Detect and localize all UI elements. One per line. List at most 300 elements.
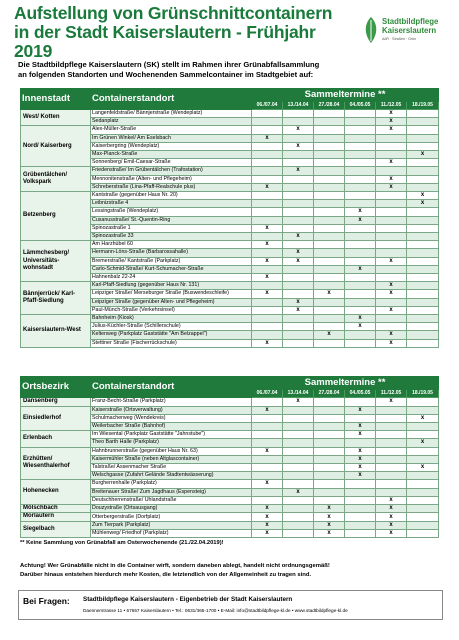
empty-cell — [314, 431, 345, 439]
empty-cell — [345, 496, 376, 504]
collection-mark: x — [283, 249, 314, 257]
empty-cell — [252, 422, 283, 430]
collection-mark: x — [376, 331, 407, 339]
empty-cell — [314, 175, 345, 183]
table-row — [21, 192, 439, 200]
location-name: Cusanusstraße/ St.-Quentin-Ring — [91, 216, 252, 224]
empty-cell — [407, 142, 439, 150]
empty-cell — [252, 472, 283, 480]
empty-cell — [345, 504, 376, 513]
empty-cell — [376, 406, 407, 414]
empty-cell — [314, 151, 345, 159]
district-name: Siegelbach — [21, 521, 91, 537]
empty-cell — [407, 167, 439, 175]
location-name: Talstraße/ Assenmacher Straße — [91, 463, 252, 471]
empty-cell — [407, 282, 439, 290]
table-row — [21, 282, 439, 290]
table-row — [21, 431, 439, 439]
empty-cell — [407, 530, 439, 538]
district-header: Ortsbezirk — [21, 377, 91, 398]
collection-mark: x — [345, 265, 376, 273]
table-row — [21, 167, 439, 175]
empty-cell — [314, 200, 345, 208]
empty-cell — [314, 159, 345, 167]
location-name: Paul-Münch-Straße (Verkehrsinsel) — [91, 306, 252, 314]
collection-mark: x — [376, 306, 407, 314]
collection-mark: x — [252, 480, 283, 488]
collection-mark: x — [252, 504, 283, 513]
empty-cell — [376, 192, 407, 200]
location-name: Lessingstraße (Wendeplatz) — [91, 208, 252, 216]
logo-line-2: Kaiserslautern — [382, 25, 437, 35]
collection-mark: x — [376, 118, 407, 126]
district-name: Grübentälchen/ Volkspark — [21, 167, 91, 192]
empty-cell — [376, 480, 407, 488]
empty-cell — [252, 216, 283, 224]
collection-mark: x — [345, 463, 376, 471]
empty-cell — [407, 183, 439, 191]
empty-cell — [407, 331, 439, 339]
empty-cell — [283, 414, 314, 422]
location-header: Containerstandort — [91, 377, 252, 398]
district-name: Mölschbach — [21, 504, 91, 513]
date-header: 04./05.05 — [345, 390, 376, 398]
collection-mark: x — [376, 282, 407, 290]
empty-cell — [376, 315, 407, 323]
empty-cell — [283, 455, 314, 463]
table-row — [21, 513, 439, 522]
empty-cell — [314, 306, 345, 314]
empty-cell — [345, 298, 376, 306]
location-name: Kantstraße (gegenüber Haus Nr. 20) — [91, 192, 252, 200]
location-name: Hahnenbalz 22-24 — [91, 274, 252, 282]
location-name: Douzystraße (Ortsausgang) — [91, 504, 252, 513]
empty-cell — [283, 208, 314, 216]
empty-cell — [314, 496, 345, 504]
empty-cell — [376, 233, 407, 241]
empty-cell — [252, 200, 283, 208]
empty-cell — [407, 504, 439, 513]
empty-cell — [345, 439, 376, 447]
intro-text — [18, 60, 448, 80]
collection-mark: x — [376, 504, 407, 513]
empty-cell — [407, 249, 439, 257]
empty-cell — [407, 110, 439, 118]
collection-mark: x — [345, 447, 376, 455]
table-row — [21, 241, 439, 249]
empty-cell — [283, 339, 314, 347]
location-name: Langenfeldstraße/ Bännjerstraße (Wendeplatz) — [91, 110, 252, 118]
empty-cell — [376, 323, 407, 331]
empty-cell — [376, 241, 407, 249]
collection-mark: x — [314, 331, 345, 339]
empty-cell — [345, 521, 376, 529]
collection-mark: x — [407, 200, 439, 208]
location-name: Spinozastraße 33 — [91, 233, 252, 241]
title-line-1: Aufstellung von Grünschnittcontainern — [14, 3, 333, 23]
empty-cell — [252, 414, 283, 422]
location-name: Leipziger Straße/ Merseburger Straße (Buswendeschleife) — [91, 290, 252, 298]
empty-cell — [376, 134, 407, 142]
empty-cell — [376, 488, 407, 496]
collection-mark: x — [407, 439, 439, 447]
empty-cell — [407, 422, 439, 430]
collection-mark: x — [283, 398, 314, 407]
title-line-2: in der Stadt Kaiserslautern - Frühjahr 2019 — [14, 22, 316, 61]
empty-cell — [376, 414, 407, 422]
empty-cell — [407, 208, 439, 216]
empty-cell — [252, 110, 283, 118]
collection-mark: x — [283, 306, 314, 314]
empty-cell — [252, 265, 283, 273]
collection-mark: x — [314, 521, 345, 529]
empty-cell — [252, 488, 283, 496]
empty-cell — [407, 406, 439, 414]
district-name: Dansenberg — [21, 398, 91, 407]
empty-cell — [345, 339, 376, 347]
empty-cell — [252, 151, 283, 159]
collection-mark: x — [376, 530, 407, 538]
empty-cell — [314, 249, 345, 257]
intro-line-2: an folgenden Standorten und Wochenenden Sammelcontainer im Stadtgebiet auf: — [18, 70, 314, 79]
empty-cell — [314, 447, 345, 455]
collection-mark: x — [252, 406, 283, 414]
empty-cell — [407, 521, 439, 529]
collection-mark: x — [407, 192, 439, 200]
empty-cell — [252, 463, 283, 471]
empty-cell — [407, 265, 439, 273]
empty-cell — [252, 159, 283, 167]
empty-cell — [407, 233, 439, 241]
empty-cell — [314, 422, 345, 430]
empty-cell — [252, 175, 283, 183]
empty-cell — [345, 241, 376, 249]
empty-cell — [407, 398, 439, 407]
empty-cell — [252, 233, 283, 241]
warning-text — [20, 562, 440, 579]
empty-cell — [283, 282, 314, 290]
logo-subline: AöR · Straßen · Grün — [382, 37, 417, 41]
innenstadt-table — [20, 88, 439, 348]
table-row — [21, 126, 439, 134]
collection-mark: x — [345, 472, 376, 480]
date-header: 27./28.04 — [314, 102, 345, 110]
district-name: Einsiedlerhof — [21, 406, 91, 431]
empty-cell — [252, 306, 283, 314]
empty-cell — [283, 134, 314, 142]
empty-cell — [314, 480, 345, 488]
footer-label: Bei Fragen: — [23, 596, 70, 606]
footer-org: Stadtbildpflege Kaiserslautern - Eigenbetrieb der Stadt Kaiserslautern — [83, 596, 293, 603]
collection-mark: x — [376, 257, 407, 265]
collection-mark: x — [376, 110, 407, 118]
empty-cell — [314, 282, 345, 290]
empty-cell — [283, 183, 314, 191]
empty-cell — [345, 249, 376, 257]
collection-dates-header: Sammeltermine ** — [252, 89, 439, 102]
table-row — [21, 406, 439, 414]
empty-cell — [407, 224, 439, 232]
collection-mark: x — [345, 216, 376, 224]
empty-cell — [407, 323, 439, 331]
empty-cell — [376, 224, 407, 232]
empty-cell — [252, 315, 283, 323]
empty-cell — [376, 431, 407, 439]
location-name: Breitenauer Straße/ Zum Jagdhaus (Espensteig) — [91, 488, 252, 496]
empty-cell — [283, 472, 314, 480]
collection-mark: x — [252, 134, 283, 142]
empty-cell — [345, 480, 376, 488]
empty-cell — [283, 159, 314, 167]
intro-line-1: Die Stadtbildpflege Kaiserslautern (SK) stellt im Rahmen ihrer Grünabfallsammlung — [18, 60, 320, 69]
district-header: Innenstadt — [21, 89, 91, 110]
collection-mark: x — [345, 323, 376, 331]
empty-cell — [407, 274, 439, 282]
footer-address: Daennerstrasse 11 • 67657 Kaiserslautern • Tel.: 0631/365-1700 • E-Mail: info@stadtbildpflege-kl.de • www.stadtbildpflege-kl.de — [83, 608, 348, 613]
empty-cell — [345, 183, 376, 191]
district-name: Kaiserslautern-West — [21, 315, 91, 348]
collection-mark: x — [376, 521, 407, 529]
empty-cell — [314, 298, 345, 306]
collection-mark: x — [345, 208, 376, 216]
date-header: 04./05.05 — [345, 102, 376, 110]
empty-cell — [252, 439, 283, 447]
easter-note: ** Keine Sammlung von Grünabfall am Osterwochenende (21./22.04.2019)! — [20, 540, 224, 546]
empty-cell — [345, 530, 376, 538]
empty-cell — [283, 224, 314, 232]
empty-cell — [407, 339, 439, 347]
location-name: Franz-Becht-Straße (Parkplatz) — [91, 398, 252, 407]
empty-cell — [283, 422, 314, 430]
empty-cell — [314, 463, 345, 471]
collection-mark: x — [283, 257, 314, 265]
empty-cell — [407, 126, 439, 134]
collection-mark: x — [376, 398, 407, 407]
empty-cell — [314, 398, 345, 407]
ortsbezirk-table — [20, 376, 439, 538]
empty-cell — [283, 216, 314, 224]
empty-cell — [314, 339, 345, 347]
date-header: 11./12.05 — [376, 102, 407, 110]
date-header: 06./07.04 — [252, 390, 283, 398]
location-name: Stettiner Straße (Fischerrückschule) — [91, 339, 252, 347]
empty-cell — [314, 488, 345, 496]
empty-cell — [314, 414, 345, 422]
empty-cell — [376, 298, 407, 306]
empty-cell — [345, 200, 376, 208]
collection-mark: x — [252, 224, 283, 232]
collection-dates-header: Sammeltermine ** — [252, 377, 439, 390]
empty-cell — [345, 290, 376, 298]
collection-mark: x — [283, 298, 314, 306]
empty-cell — [407, 472, 439, 480]
empty-cell — [407, 241, 439, 249]
empty-cell — [283, 504, 314, 513]
empty-cell — [283, 496, 314, 504]
collection-mark: x — [376, 175, 407, 183]
empty-cell — [345, 398, 376, 407]
empty-cell — [252, 282, 283, 290]
location-name: Leipziger Straße (gegenüber Alten- und Pflegeheim) — [91, 298, 252, 306]
location-name: Bremerstraße/ Kantstraße (Parkplatz) — [91, 257, 252, 265]
empty-cell — [283, 431, 314, 439]
empty-cell — [252, 323, 283, 331]
empty-cell — [314, 257, 345, 265]
collection-mark: x — [283, 167, 314, 175]
collection-mark: x — [407, 151, 439, 159]
collection-mark: x — [345, 315, 376, 323]
empty-cell — [283, 241, 314, 249]
collection-mark: x — [283, 488, 314, 496]
collection-mark: x — [252, 530, 283, 538]
location-name: Julius-Küchler-Straße (Schillerschule) — [91, 323, 252, 331]
location-name: Weilerbacher Straße (Bahnhof) — [91, 422, 252, 430]
empty-cell — [345, 134, 376, 142]
empty-cell — [283, 265, 314, 273]
location-name: Mennonitenstraße (Alten- und Pflegeheim) — [91, 175, 252, 183]
collection-mark: x — [376, 290, 407, 298]
empty-cell — [345, 513, 376, 522]
collection-mark: x — [252, 339, 283, 347]
empty-cell — [314, 167, 345, 175]
location-name: Sedanplatz — [91, 118, 252, 126]
empty-cell — [376, 455, 407, 463]
empty-cell — [283, 315, 314, 323]
empty-cell — [283, 447, 314, 455]
empty-cell — [407, 134, 439, 142]
table-row — [21, 110, 439, 118]
empty-cell — [314, 142, 345, 150]
empty-cell — [345, 192, 376, 200]
empty-cell — [314, 323, 345, 331]
empty-cell — [345, 142, 376, 150]
empty-cell — [283, 200, 314, 208]
empty-cell — [314, 192, 345, 200]
empty-cell — [314, 183, 345, 191]
collection-mark: x — [407, 414, 439, 422]
empty-cell — [283, 274, 314, 282]
location-header: Containerstandort — [91, 89, 252, 110]
empty-cell — [252, 192, 283, 200]
district-name: Bännjerrück/ Karl-Pfaff-Siedlung — [21, 282, 91, 315]
header — [14, 4, 354, 61]
empty-cell — [283, 192, 314, 200]
empty-cell — [407, 488, 439, 496]
empty-cell — [345, 233, 376, 241]
empty-cell — [407, 290, 439, 298]
collection-mark: x — [407, 463, 439, 471]
location-name: Bahnheim (Kiosk) — [91, 315, 252, 323]
empty-cell — [376, 216, 407, 224]
collection-mark: x — [376, 339, 407, 347]
empty-cell — [252, 126, 283, 134]
location-name: Leibnizstraße 4 — [91, 200, 252, 208]
empty-cell — [376, 472, 407, 480]
empty-cell — [283, 480, 314, 488]
empty-cell — [252, 431, 283, 439]
collection-mark: x — [314, 290, 345, 298]
location-name: Friedenstraße/ Im Grübentälchen (Trafostation) — [91, 167, 252, 175]
empty-cell — [376, 274, 407, 282]
empty-cell — [283, 530, 314, 538]
empty-cell — [345, 118, 376, 126]
location-name: Am Harzhübel 60 — [91, 241, 252, 249]
empty-cell — [345, 175, 376, 183]
empty-cell — [345, 414, 376, 422]
empty-cell — [314, 233, 345, 241]
date-header: 13./14.04 — [283, 390, 314, 398]
location-name: Karl-Pfaff-Siedlung (gegenüber Haus Nr. 131) — [91, 282, 252, 290]
location-name: Im Grünen Winkel/ Am Eselsbach — [91, 134, 252, 142]
empty-cell — [314, 110, 345, 118]
empty-cell — [345, 282, 376, 290]
empty-cell — [283, 175, 314, 183]
district-name: Erlenbach — [21, 431, 91, 447]
empty-cell — [252, 167, 283, 175]
empty-cell — [314, 241, 345, 249]
empty-cell — [314, 439, 345, 447]
leaf-logo-icon — [362, 16, 380, 44]
location-name: Max-Planck-Straße — [91, 151, 252, 159]
empty-cell — [252, 496, 283, 504]
location-name: Alex-Müller-Straße — [91, 126, 252, 134]
collection-mark: x — [345, 455, 376, 463]
table-row — [21, 480, 439, 488]
empty-cell — [283, 290, 314, 298]
district-name: Nord/ Kaiserberg — [21, 126, 91, 167]
table-row — [21, 447, 439, 455]
empty-cell — [314, 265, 345, 273]
empty-cell — [252, 208, 283, 216]
location-name: Welschgasse (Zufahrt Gelände Stadtentwässerung) — [91, 472, 252, 480]
date-header: 06./07.04 — [252, 102, 283, 110]
location-name: Schreberstraße (Lina-Pfaff-Realschule plus) — [91, 183, 252, 191]
empty-cell — [345, 257, 376, 265]
district-name: West/ Kotten — [21, 110, 91, 126]
location-name: Kaiserbergring (Wendeplatz) — [91, 142, 252, 150]
empty-cell — [314, 406, 345, 414]
collection-mark: x — [345, 422, 376, 430]
location-name: Mühlenweg/ Friedhof (Parkplatz) — [91, 530, 252, 538]
collection-mark: x — [314, 530, 345, 538]
empty-cell — [283, 331, 314, 339]
empty-cell — [314, 126, 345, 134]
contact-footer — [18, 590, 443, 620]
empty-cell — [252, 249, 283, 257]
empty-cell — [407, 118, 439, 126]
table-row — [21, 521, 439, 529]
logo-line-1: Stadtbildpflege — [382, 17, 439, 26]
location-name: Carlo-Schmid-Straße/ Kurt-Schumacher-Straße — [91, 265, 252, 273]
location-name: Kaiserstraße (Ortsverwaltung) — [91, 406, 252, 414]
empty-cell — [407, 306, 439, 314]
empty-cell — [376, 439, 407, 447]
collection-mark: x — [252, 241, 283, 249]
empty-cell — [376, 151, 407, 159]
empty-cell — [345, 110, 376, 118]
table-row — [21, 504, 439, 513]
empty-cell — [283, 463, 314, 471]
collection-mark: x — [252, 521, 283, 529]
empty-cell — [314, 118, 345, 126]
empty-cell — [314, 216, 345, 224]
location-name: Schulmacherweg (Wendekreis) — [91, 414, 252, 422]
empty-cell — [407, 315, 439, 323]
empty-cell — [283, 118, 314, 126]
location-name: Keltenweg (Parkplatz Gaststätte "Am Belzappel") — [91, 331, 252, 339]
empty-cell — [345, 274, 376, 282]
district-name: Morlautern — [21, 513, 91, 522]
